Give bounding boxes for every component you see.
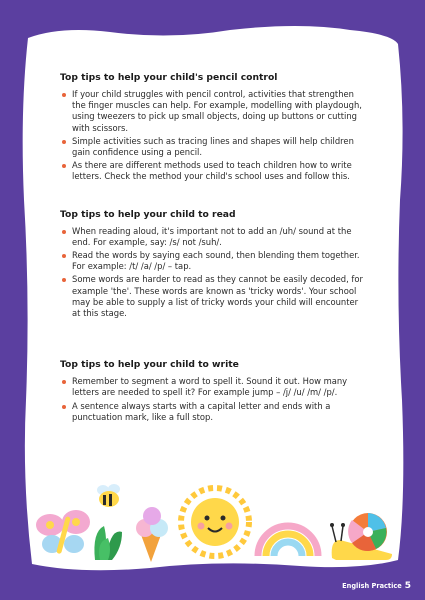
tips-list	[60, 226, 365, 320]
bullet-icon	[62, 93, 66, 97]
tips-list	[60, 89, 365, 183]
tips-list	[60, 376, 365, 423]
bullet-icon	[62, 405, 66, 409]
bee-icon	[97, 484, 120, 507]
page-number: 5	[404, 581, 411, 591]
list-item: Simple activities such as tracing lines and shapes will help children gain confidence using a pencil.	[60, 136, 365, 158]
list-item: As there are different methods used to teach children how to write letters. Check the method your child's school uses and follow this.	[60, 160, 365, 182]
bullet-icon	[62, 140, 66, 144]
list-item: If your child struggles with pencil control, activities that strengthen the finger muscles can help. For example, modelling with playdough, using tweezers to pick up small objects, doing up buttons or cutting with scissors.	[60, 89, 365, 134]
section-writing	[60, 359, 365, 423]
snail-icon	[330, 513, 392, 560]
rainbow-icon	[258, 526, 318, 556]
bullet-icon	[62, 380, 66, 384]
section-pencil-control	[60, 72, 365, 183]
tips-content	[60, 72, 365, 449]
plant-icon	[94, 526, 122, 560]
sun-icon	[181, 488, 249, 556]
list-item: When reading aloud, it's important not to add an /uh/ sound at the end. For example, say: /s/ not /suh/.	[60, 226, 365, 248]
butterfly-icon	[36, 510, 90, 554]
illustrations-row	[0, 470, 425, 570]
section-heading: Top tips to help your child to write	[60, 359, 239, 371]
section-heading: Top tips to help your child's pencil control	[60, 72, 278, 83]
list-item: Some words are harder to read as they cannot be easily decoded, for example 'the'. These words are known as 'tricky words'. Your school may be able to supply a list of tricky words your child will encounter at this stage.	[60, 274, 365, 319]
section-heading: Top tips to help your child to read	[60, 208, 236, 220]
footer-label: English Practice	[342, 582, 402, 590]
bullet-icon	[62, 230, 66, 234]
list-item: A sentence always starts with a capital letter and ends with a punctuation mark, like a full stop.	[60, 401, 365, 423]
bullet-icon	[62, 278, 66, 282]
bullet-icon	[62, 254, 66, 258]
list-item: Read the words by saying each sound, then blending them together. For example: /t/ /a/ /p/ – tap.	[60, 250, 365, 272]
page-footer	[342, 581, 411, 591]
section-reading	[60, 209, 365, 320]
list-item: Remember to segment a word to spell it. Sound it out. How many letters are needed to spell it? For example jump – /j/ /u/ /m/ /p/.	[60, 376, 365, 398]
bullet-icon	[62, 164, 66, 168]
ice-cream-icon	[136, 507, 168, 562]
